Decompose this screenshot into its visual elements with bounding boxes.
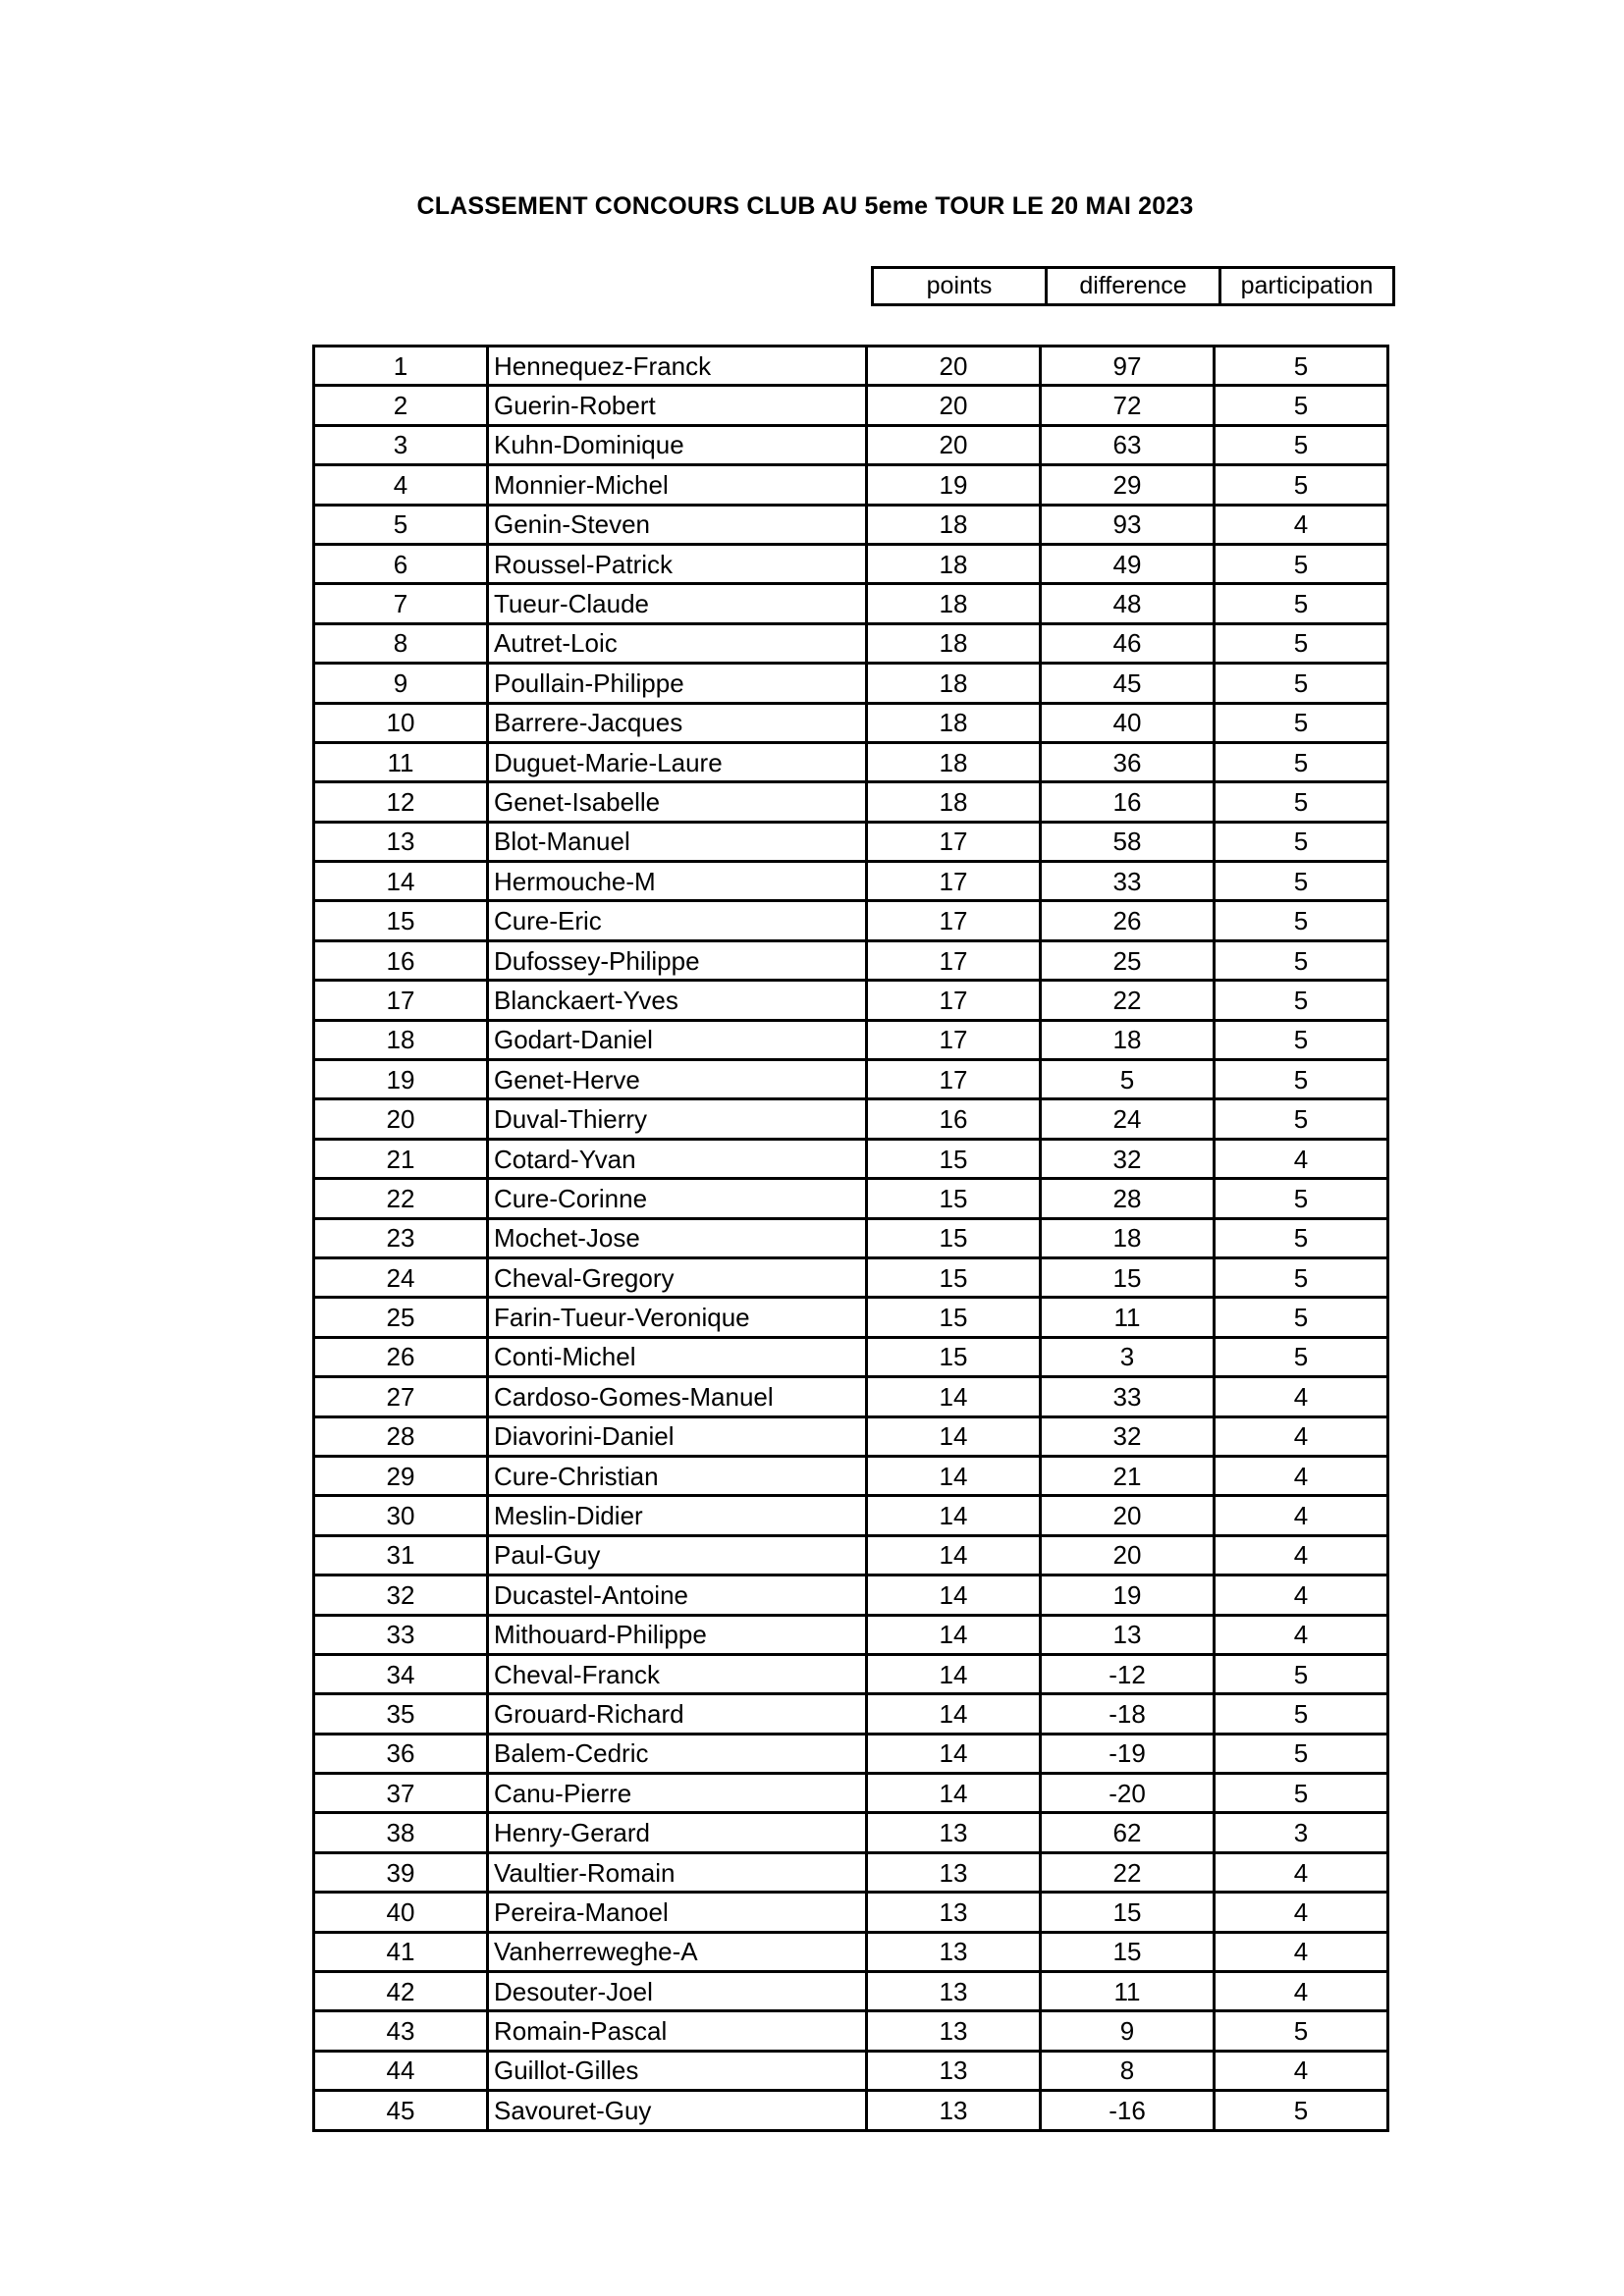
table-row — [314, 940, 1388, 980]
participation-cell: 4 — [1215, 1972, 1388, 2011]
points-cell: 16 — [867, 1099, 1041, 1139]
participation-cell: 5 — [1215, 465, 1388, 505]
participation-cell: 5 — [1215, 386, 1388, 425]
points-cell: 14 — [867, 1575, 1041, 1615]
points-cell: 20 — [867, 386, 1041, 425]
rank-cell: 45 — [314, 2091, 488, 2130]
participation-cell: 5 — [1215, 1774, 1388, 1813]
table-row — [314, 1972, 1388, 2011]
table-row — [314, 1535, 1388, 1575]
difference-cell: 9 — [1041, 2011, 1215, 2051]
points-cell: 15 — [867, 1298, 1041, 1337]
table-row — [314, 1139, 1388, 1178]
rank-cell: 13 — [314, 822, 488, 861]
difference-cell: 25 — [1041, 940, 1215, 980]
participation-cell: 4 — [1215, 1932, 1388, 1971]
participation-cell: 4 — [1215, 1615, 1388, 1654]
participation-cell: 5 — [1215, 1060, 1388, 1099]
rank-cell: 16 — [314, 940, 488, 980]
difference-cell: 63 — [1041, 425, 1215, 464]
player-name-cell: Mochet-Jose — [488, 1218, 867, 1257]
table-row — [314, 1179, 1388, 1218]
difference-cell: 22 — [1041, 1852, 1215, 1892]
player-name-cell: Blot-Manuel — [488, 822, 867, 861]
rank-cell: 22 — [314, 1179, 488, 1218]
player-name-cell: Henry-Gerard — [488, 1813, 867, 1852]
column-header-participation: participation — [1220, 268, 1394, 305]
table-row — [314, 1615, 1388, 1654]
points-cell: 14 — [867, 1416, 1041, 1456]
table-row — [314, 1496, 1388, 1535]
player-name-cell: Savouret-Guy — [488, 2091, 867, 2130]
difference-cell: 5 — [1041, 1060, 1215, 1099]
player-name-cell: Barrere-Jacques — [488, 703, 867, 742]
participation-cell: 5 — [1215, 425, 1388, 464]
player-name-cell: Hennequez-Franck — [488, 347, 867, 386]
participation-cell: 5 — [1215, 940, 1388, 980]
table-row — [314, 544, 1388, 583]
player-name-cell: Guerin-Robert — [488, 386, 867, 425]
table-row — [314, 425, 1388, 464]
points-cell: 14 — [867, 1615, 1041, 1654]
table-row — [314, 1456, 1388, 1495]
points-cell: 13 — [867, 1932, 1041, 1971]
participation-cell: 5 — [1215, 1654, 1388, 1693]
points-cell: 14 — [867, 1654, 1041, 1693]
difference-cell: 62 — [1041, 1813, 1215, 1852]
points-cell: 18 — [867, 505, 1041, 544]
rank-cell: 42 — [314, 1972, 488, 2011]
points-cell: 15 — [867, 1139, 1041, 1178]
points-cell: 18 — [867, 703, 1041, 742]
difference-cell: 20 — [1041, 1496, 1215, 1535]
points-cell: 18 — [867, 742, 1041, 781]
rank-cell: 37 — [314, 1774, 488, 1813]
points-cell: 17 — [867, 981, 1041, 1020]
participation-cell: 4 — [1215, 505, 1388, 544]
player-name-cell: Kuhn-Dominique — [488, 425, 867, 464]
points-cell: 20 — [867, 347, 1041, 386]
participation-cell: 5 — [1215, 664, 1388, 703]
participation-cell: 5 — [1215, 822, 1388, 861]
participation-cell: 4 — [1215, 1139, 1388, 1178]
rank-cell: 19 — [314, 1060, 488, 1099]
difference-cell: 15 — [1041, 1257, 1215, 1297]
participation-cell: 5 — [1215, 623, 1388, 663]
player-name-cell: Duguet-Marie-Laure — [488, 742, 867, 781]
rank-cell: 21 — [314, 1139, 488, 1178]
points-cell: 15 — [867, 1337, 1041, 1376]
difference-cell: 15 — [1041, 1932, 1215, 1971]
rank-cell: 35 — [314, 1694, 488, 1734]
rank-cell: 33 — [314, 1615, 488, 1654]
table-row — [314, 386, 1388, 425]
points-cell: 18 — [867, 664, 1041, 703]
table-row — [314, 1734, 1388, 1773]
player-name-cell: Vaultier-Romain — [488, 1852, 867, 1892]
rank-cell: 27 — [314, 1377, 488, 1416]
points-cell: 13 — [867, 2011, 1041, 2051]
table-row — [314, 623, 1388, 663]
difference-cell: -18 — [1041, 1694, 1215, 1734]
difference-cell: 8 — [1041, 2051, 1215, 2090]
rank-cell: 38 — [314, 1813, 488, 1852]
points-cell: 13 — [867, 1972, 1041, 2011]
points-cell: 15 — [867, 1257, 1041, 1297]
points-cell: 18 — [867, 584, 1041, 623]
rank-cell: 6 — [314, 544, 488, 583]
player-name-cell: Paul-Guy — [488, 1535, 867, 1575]
table-row — [314, 1298, 1388, 1337]
participation-cell: 5 — [1215, 742, 1388, 781]
table-row — [314, 822, 1388, 861]
rank-cell: 25 — [314, 1298, 488, 1337]
rank-cell: 29 — [314, 1456, 488, 1495]
rank-cell: 20 — [314, 1099, 488, 1139]
participation-cell: 5 — [1215, 347, 1388, 386]
points-cell: 17 — [867, 901, 1041, 940]
points-cell: 14 — [867, 1734, 1041, 1773]
table-row — [314, 505, 1388, 544]
rank-cell: 10 — [314, 703, 488, 742]
points-cell: 13 — [867, 1893, 1041, 1932]
difference-cell: 93 — [1041, 505, 1215, 544]
table-row — [314, 1257, 1388, 1297]
player-name-cell: Cure-Eric — [488, 901, 867, 940]
rank-cell: 44 — [314, 2051, 488, 2090]
points-cell: 14 — [867, 1496, 1041, 1535]
table-row — [314, 703, 1388, 742]
table-row — [314, 1932, 1388, 1971]
rank-cell: 23 — [314, 1218, 488, 1257]
points-cell: 14 — [867, 1456, 1041, 1495]
difference-cell: 20 — [1041, 1535, 1215, 1575]
rank-cell: 14 — [314, 862, 488, 901]
participation-cell: 5 — [1215, 862, 1388, 901]
player-name-cell: Duval-Thierry — [488, 1099, 867, 1139]
participation-cell: 4 — [1215, 1496, 1388, 1535]
points-cell: 17 — [867, 1060, 1041, 1099]
difference-cell: 58 — [1041, 822, 1215, 861]
participation-cell: 4 — [1215, 1575, 1388, 1615]
player-name-cell: Ducastel-Antoine — [488, 1575, 867, 1615]
points-cell: 13 — [867, 1813, 1041, 1852]
rank-cell: 1 — [314, 347, 488, 386]
player-name-cell: Cure-Christian — [488, 1456, 867, 1495]
difference-cell: 72 — [1041, 386, 1215, 425]
points-cell: 18 — [867, 544, 1041, 583]
participation-cell: 4 — [1215, 1377, 1388, 1416]
difference-cell: 40 — [1041, 703, 1215, 742]
points-cell: 13 — [867, 2051, 1041, 2090]
participation-cell: 5 — [1215, 1099, 1388, 1139]
difference-cell: 45 — [1041, 664, 1215, 703]
column-header-table — [871, 266, 1395, 306]
rank-cell: 32 — [314, 1575, 488, 1615]
table-row — [314, 2011, 1388, 2051]
table-row — [314, 742, 1388, 781]
table-row — [314, 1060, 1388, 1099]
participation-cell: 5 — [1215, 1257, 1388, 1297]
participation-cell: 5 — [1215, 1694, 1388, 1734]
player-name-cell: Cheval-Franck — [488, 1654, 867, 1693]
points-cell: 14 — [867, 1377, 1041, 1416]
rank-cell: 9 — [314, 664, 488, 703]
rank-cell: 30 — [314, 1496, 488, 1535]
difference-cell: -12 — [1041, 1654, 1215, 1693]
table-row — [314, 1813, 1388, 1852]
table-row — [314, 862, 1388, 901]
column-header-row — [873, 268, 1394, 305]
points-cell: 20 — [867, 425, 1041, 464]
participation-cell: 5 — [1215, 1298, 1388, 1337]
difference-cell: 46 — [1041, 623, 1215, 663]
player-name-cell: Guillot-Gilles — [488, 2051, 867, 2090]
rank-cell: 28 — [314, 1416, 488, 1456]
table-row — [314, 1099, 1388, 1139]
player-name-cell: Diavorini-Daniel — [488, 1416, 867, 1456]
points-cell: 14 — [867, 1535, 1041, 1575]
difference-cell: 32 — [1041, 1416, 1215, 1456]
player-name-cell: Canu-Pierre — [488, 1774, 867, 1813]
difference-cell: -20 — [1041, 1774, 1215, 1813]
rank-cell: 12 — [314, 782, 488, 822]
difference-cell: 3 — [1041, 1337, 1215, 1376]
rank-cell: 8 — [314, 623, 488, 663]
difference-cell: 11 — [1041, 1298, 1215, 1337]
player-name-cell: Genin-Steven — [488, 505, 867, 544]
difference-cell: 15 — [1041, 1893, 1215, 1932]
table-row — [314, 1852, 1388, 1892]
player-name-cell: Meslin-Didier — [488, 1496, 867, 1535]
rank-cell: 3 — [314, 425, 488, 464]
ranking-table-body — [314, 347, 1388, 2131]
difference-cell: 26 — [1041, 901, 1215, 940]
participation-cell: 5 — [1215, 1020, 1388, 1059]
player-name-cell: Roussel-Patrick — [488, 544, 867, 583]
page-title: CLASSEMENT CONCOURS CLUB AU 5eme TOUR LE 20 MAI 2023 — [416, 192, 1194, 220]
table-row — [314, 1654, 1388, 1693]
table-row — [314, 1774, 1388, 1813]
difference-cell: 18 — [1041, 1218, 1215, 1257]
participation-cell: 5 — [1215, 1218, 1388, 1257]
rank-cell: 7 — [314, 584, 488, 623]
participation-cell: 5 — [1215, 901, 1388, 940]
participation-cell: 5 — [1215, 981, 1388, 1020]
difference-cell: 33 — [1041, 1377, 1215, 1416]
rank-cell: 5 — [314, 505, 488, 544]
player-name-cell: Poullain-Philippe — [488, 664, 867, 703]
difference-cell: 49 — [1041, 544, 1215, 583]
rank-cell: 18 — [314, 1020, 488, 1059]
participation-cell: 4 — [1215, 1416, 1388, 1456]
difference-cell: 36 — [1041, 742, 1215, 781]
points-cell: 17 — [867, 822, 1041, 861]
points-cell: 17 — [867, 1020, 1041, 1059]
rank-cell: 2 — [314, 386, 488, 425]
points-cell: 13 — [867, 2091, 1041, 2130]
participation-cell: 4 — [1215, 1852, 1388, 1892]
points-cell: 18 — [867, 623, 1041, 663]
participation-cell: 4 — [1215, 2051, 1388, 2090]
table-row — [314, 1377, 1388, 1416]
difference-cell: 18 — [1041, 1020, 1215, 1059]
player-name-cell: Cardoso-Gomes-Manuel — [488, 1377, 867, 1416]
difference-cell: 29 — [1041, 465, 1215, 505]
player-name-cell: Hermouche-M — [488, 862, 867, 901]
player-name-cell: Blanckaert-Yves — [488, 981, 867, 1020]
participation-cell: 3 — [1215, 1813, 1388, 1852]
participation-cell: 5 — [1215, 1734, 1388, 1773]
player-name-cell: Vanherreweghe-A — [488, 1932, 867, 1971]
difference-cell: 33 — [1041, 862, 1215, 901]
difference-cell: 28 — [1041, 1179, 1215, 1218]
player-name-cell: Conti-Michel — [488, 1337, 867, 1376]
points-cell: 18 — [867, 782, 1041, 822]
points-cell: 17 — [867, 940, 1041, 980]
difference-cell: 32 — [1041, 1139, 1215, 1178]
difference-cell: 24 — [1041, 1099, 1215, 1139]
points-cell: 15 — [867, 1179, 1041, 1218]
participation-cell: 4 — [1215, 1893, 1388, 1932]
rank-cell: 34 — [314, 1654, 488, 1693]
points-cell: 19 — [867, 465, 1041, 505]
player-name-cell: Cotard-Yvan — [488, 1139, 867, 1178]
table-row — [314, 1893, 1388, 1932]
table-row — [314, 2051, 1388, 2090]
difference-cell: 16 — [1041, 782, 1215, 822]
points-cell: 13 — [867, 1852, 1041, 1892]
column-header-points: points — [873, 268, 1047, 305]
player-name-cell: Cure-Corinne — [488, 1179, 867, 1218]
participation-cell: 4 — [1215, 1456, 1388, 1495]
difference-cell: 22 — [1041, 981, 1215, 1020]
difference-cell: 21 — [1041, 1456, 1215, 1495]
difference-cell: 19 — [1041, 1575, 1215, 1615]
table-row — [314, 2091, 1388, 2130]
difference-cell: 11 — [1041, 1972, 1215, 2011]
player-name-cell: Mithouard-Philippe — [488, 1615, 867, 1654]
table-row — [314, 1020, 1388, 1059]
rank-cell: 36 — [314, 1734, 488, 1773]
table-row — [314, 981, 1388, 1020]
player-name-cell: Autret-Loic — [488, 623, 867, 663]
participation-cell: 5 — [1215, 2091, 1388, 2130]
points-cell: 17 — [867, 862, 1041, 901]
difference-cell: 13 — [1041, 1615, 1215, 1654]
difference-cell: -16 — [1041, 2091, 1215, 2130]
rank-cell: 17 — [314, 981, 488, 1020]
player-name-cell: Dufossey-Philippe — [488, 940, 867, 980]
player-name-cell: Cheval-Gregory — [488, 1257, 867, 1297]
rank-cell: 31 — [314, 1535, 488, 1575]
rank-cell: 39 — [314, 1852, 488, 1892]
player-name-cell: Genet-Isabelle — [488, 782, 867, 822]
rank-cell: 15 — [314, 901, 488, 940]
player-name-cell: Desouter-Joel — [488, 1972, 867, 2011]
table-row — [314, 1694, 1388, 1734]
rank-cell: 41 — [314, 1932, 488, 1971]
participation-cell: 5 — [1215, 544, 1388, 583]
player-name-cell: Balem-Cedric — [488, 1734, 867, 1773]
table-row — [314, 1416, 1388, 1456]
player-name-cell: Tueur-Claude — [488, 584, 867, 623]
player-name-cell: Genet-Herve — [488, 1060, 867, 1099]
player-name-cell: Romain-Pascal — [488, 2011, 867, 2051]
player-name-cell: Monnier-Michel — [488, 465, 867, 505]
player-name-cell: Grouard-Richard — [488, 1694, 867, 1734]
rank-cell: 24 — [314, 1257, 488, 1297]
points-cell: 14 — [867, 1774, 1041, 1813]
participation-cell: 5 — [1215, 782, 1388, 822]
player-name-cell: Godart-Daniel — [488, 1020, 867, 1059]
table-row — [314, 664, 1388, 703]
table-row — [314, 1575, 1388, 1615]
rank-cell: 40 — [314, 1893, 488, 1932]
participation-cell: 4 — [1215, 1535, 1388, 1575]
rank-cell: 11 — [314, 742, 488, 781]
table-row — [314, 901, 1388, 940]
points-cell: 15 — [867, 1218, 1041, 1257]
participation-cell: 5 — [1215, 703, 1388, 742]
difference-cell: 48 — [1041, 584, 1215, 623]
table-row — [314, 1218, 1388, 1257]
table-row — [314, 782, 1388, 822]
player-name-cell: Farin-Tueur-Veronique — [488, 1298, 867, 1337]
table-row — [314, 465, 1388, 505]
table-row — [314, 1337, 1388, 1376]
participation-cell: 5 — [1215, 2011, 1388, 2051]
participation-cell: 5 — [1215, 1179, 1388, 1218]
rank-cell: 26 — [314, 1337, 488, 1376]
ranking-table — [312, 345, 1389, 2132]
difference-cell: -19 — [1041, 1734, 1215, 1773]
column-header-difference: difference — [1047, 268, 1220, 305]
participation-cell: 5 — [1215, 584, 1388, 623]
rank-cell: 4 — [314, 465, 488, 505]
difference-cell: 97 — [1041, 347, 1215, 386]
rank-cell: 43 — [314, 2011, 488, 2051]
table-row — [314, 347, 1388, 386]
player-name-cell: Pereira-Manoel — [488, 1893, 867, 1932]
points-cell: 14 — [867, 1694, 1041, 1734]
participation-cell: 5 — [1215, 1337, 1388, 1376]
table-row — [314, 584, 1388, 623]
